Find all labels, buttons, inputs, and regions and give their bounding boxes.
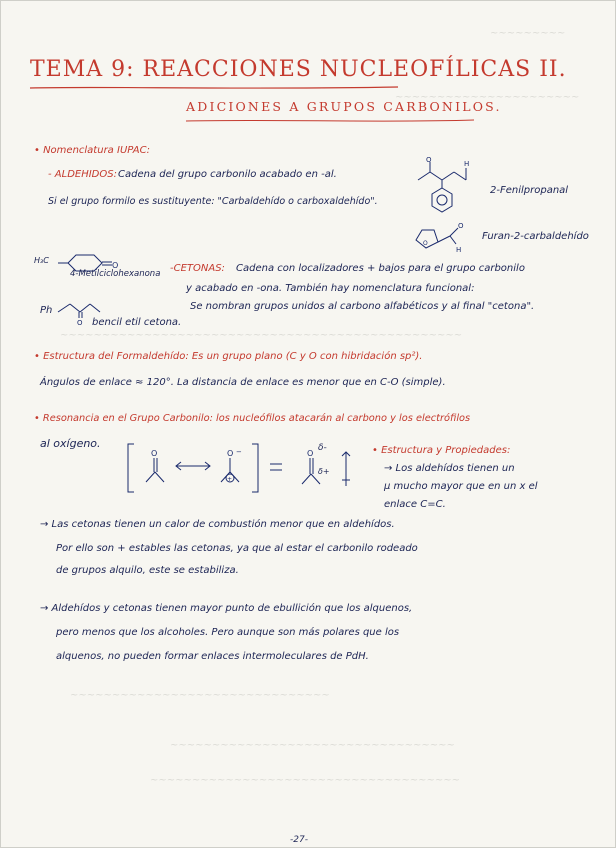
svg-text:O: O [227,449,234,458]
aldehydes-substituent-rule: Si el grupo formilo es sustituyente: "Carbaldehído o carboxaldehído". [48,196,378,207]
properties-heading: • Estructura y Propiedades: [372,445,511,456]
svg-text:O: O [112,261,119,270]
bleed-through-text: ~~~~~~~~~~~~~~~~~~~~~~~~~~~~~~~ [70,690,330,701]
bleed-through-text: ~~~~~~~~~~~~~~~~~~~~~~~~~~~~~~~~~~ [170,740,455,751]
properties-line2: μ mucho mayor que en un x el [384,481,538,492]
structure-furan-2-carbaldehido [408,220,472,256]
bleed-through-text: ~~~~~~~~~~~~~~~~~~~~~~~~~~~~~~~~~~~~~ [150,775,461,786]
methyl-label: H₃C [34,256,49,265]
example-4-metilciclohexanona-name: 4-Metilciclohexanona [70,269,161,279]
aldehydes-label: - ALDEHIDOS: [48,169,117,180]
page-title: TEMA 9: REACCIONES NUCLEOFÍLICAS II. [30,57,567,82]
page-subtitle: ADICIONES A GRUPOS CARBONILOS. [186,99,502,114]
delta-plus-label: δ+ [318,467,330,476]
ketones-definition-line3: Se nombran grupos unidos al carbono alfabéticos y al final "cetona". [190,301,535,312]
svg-text:H: H [456,246,462,254]
phenyl-label: Ph [40,305,53,316]
boiling-note-line1: → Aldehídos y cetonas tienen mayor punto de ebullición que los alquenos, [40,603,413,614]
formaldehyde-structure-line1: • Estructura del Formaldehído: Es un grupo plano (C y O con hibridación sp²). [34,351,423,362]
aldehydes-definition: Cadena del grupo carbonilo acabado en -al. [118,169,337,180]
svg-text:O: O [426,156,432,164]
page-number: -27- [290,835,308,845]
delta-minus-label: δ- [318,443,327,453]
bleed-through-text: ~~~~~~~~~ [490,28,566,39]
ketones-definition-line2: y acabado en -ona. También hay nomenclatura funcional: [186,283,475,294]
section-nomenclature-heading: • Nomenclatura IUPAC: [34,145,150,156]
ketones-note-line3: de grupos alquilo, este se estabiliza. [56,565,239,576]
title-underline [28,84,400,92]
boiling-note-line2: pero menos que los alcoholes. Pero aunque son más polares que los [56,627,400,638]
ketones-definition-line1: Cadena con localizadores + bajos para el grupo carbonilo [236,263,525,274]
resonance-line2: al oxígeno. [40,437,101,450]
properties-line1: → Los aldehídos tienen un [384,463,515,474]
bleed-through-text: ~~~~~~~~~~~~~~~~~~~~~~~~~~~~~~~~~~~~~~~~~~~~~~~~ [60,330,463,341]
formaldehyde-structure-line2: Ángulos de enlace ≈ 120°. La distancia de enlace es menor que en C-O (simple). [40,377,446,388]
example-furan-name: Furan-2-carbaldehído [482,231,589,242]
ketones-label: -CETONAS: [170,263,225,274]
svg-text:O: O [151,449,158,458]
bleed-through-text: ~~~~~~~~~~~~~~~~~~~~~~ [395,92,580,103]
svg-text:+: + [227,476,233,483]
ketones-note-line2: Por ello son + estables las cetonas, ya que al estar el carbonilo rodeado [56,543,418,554]
svg-text:O: O [423,240,428,247]
svg-text:−: − [236,448,242,456]
subtitle-underline [184,118,476,124]
example-bencil-etil-cetona-name: bencil etil cetona. [92,317,182,328]
svg-text:O: O [77,319,83,326]
svg-text:O: O [307,449,314,458]
example-2-fenilpropanal-name: 2-Fenilpropanal [490,185,569,196]
svg-text:H: H [464,160,470,168]
structure-2-fenilpropanal [410,156,480,216]
properties-line3: enlace C=C. [384,499,446,510]
svg-text:O: O [458,222,464,230]
boiling-note-line3: alquenos, no pueden formar enlaces intermoleculares de PdH. [56,651,369,662]
resonance-line1: • Resonancia en el Grupo Carbonilo: los nucleófilos atacarán al carbono y los electrófilos [34,413,471,424]
ketones-note-line1: → Las cetonas tienen un calor de combustión menor que en aldehídos. [40,519,395,530]
